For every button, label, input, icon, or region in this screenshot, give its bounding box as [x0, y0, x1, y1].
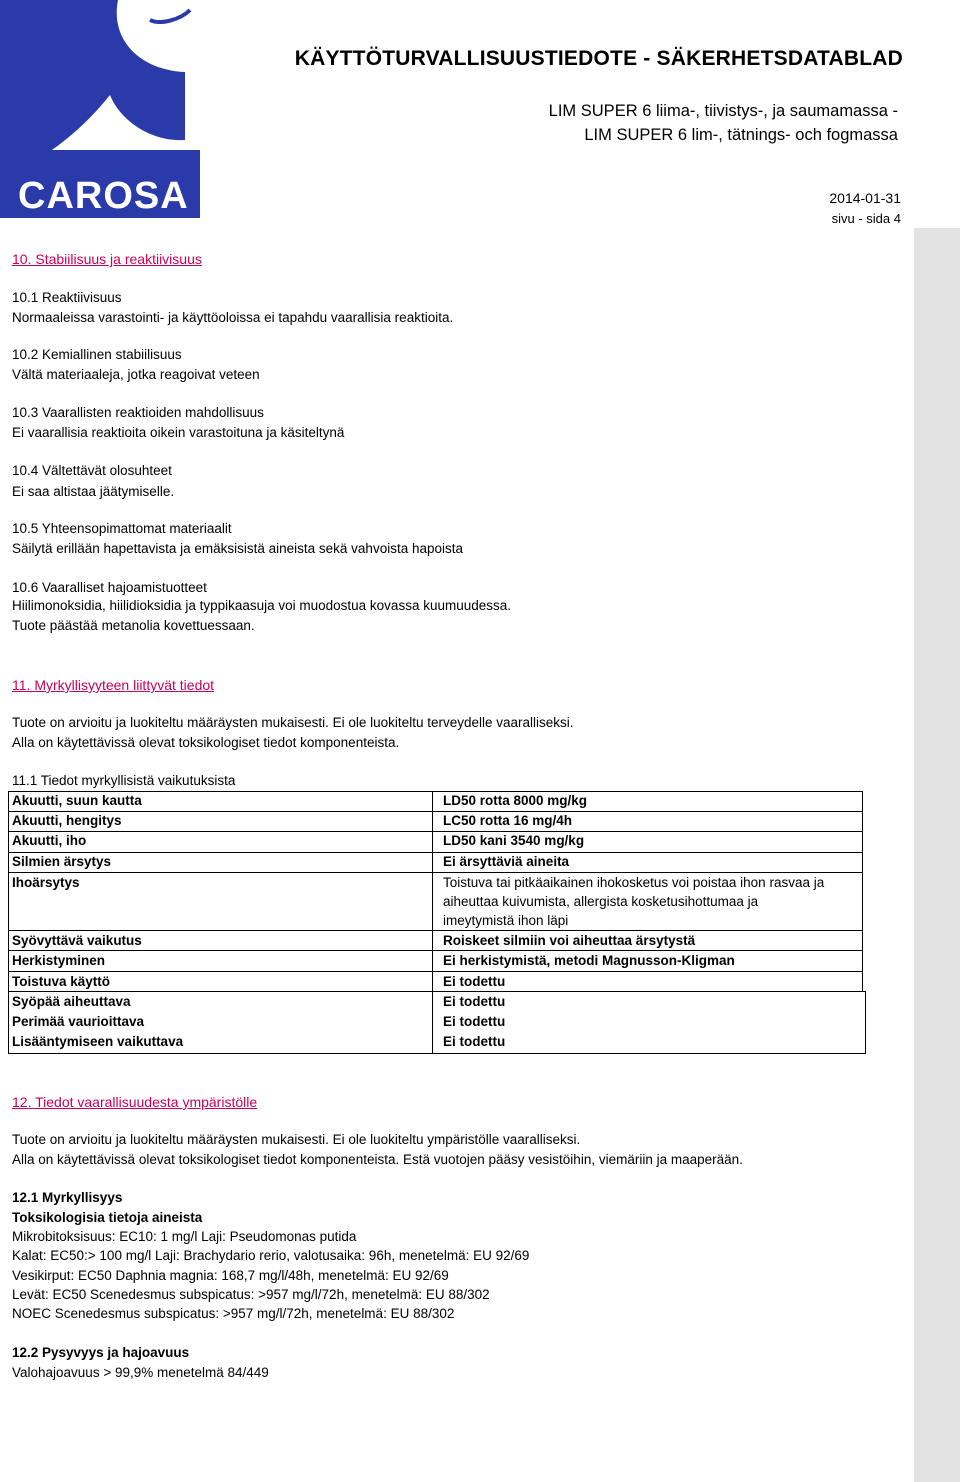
tox-value: imeytymistä ihon läpi — [443, 913, 569, 928]
page-margin-bar — [914, 228, 960, 1482]
section-12-2-title: 12.2 Pysyvyys ja hajoavuus — [12, 1345, 190, 1360]
tox-value: Ei todettu — [443, 974, 506, 989]
section-11-intro-2: Alla on käytettävissä olevat toksikologiset tiedot komponenteista. — [12, 735, 400, 750]
tox-value: Roiskeet silmiin voi aiheuttaa ärsytystä — [443, 933, 696, 948]
section-12-intro-2: Alla on käytettävissä olevat toksikologiset tiedot komponenteista. Estä vuotojen pääsy vesistöihin, viemäriin ja maaperään. — [12, 1152, 743, 1167]
eco-line: Vesikirput: EC50 Daphnia magnia: 168,7 mg/l/48h, menetelmä: EU 92/69 — [12, 1268, 449, 1283]
document-date: 2014-01-31 — [829, 190, 901, 206]
section-11-heading: 11. Myrkyllisyyteen liittyvät tiedot — [12, 677, 215, 693]
tox-value: Ei todettu — [443, 994, 506, 1009]
tox-label: Akuutti, suun kautta — [12, 793, 142, 808]
product-name-fi: LIM SUPER 6 liima-, tiivistys-, ja saumamassa - — [548, 102, 898, 120]
tox-value: Ei herkistymistä, metodi Magnusson-Kligman — [443, 953, 735, 968]
tox-label: Ihoärsytys — [12, 875, 80, 890]
tox-label: Silmien ärsytys — [12, 854, 112, 869]
section-10-4-title: 10.4 Vältettävät olosuhteet — [12, 463, 172, 478]
tox-label: Lisääntymiseen vaikuttava — [12, 1034, 184, 1049]
tox-value: aiheuttaa kuivumista, allergista kosketusihottumaa ja — [443, 894, 759, 909]
table-rule — [8, 791, 9, 1054]
page-number: sivu - sida 4 — [831, 211, 901, 226]
table-rule — [8, 831, 863, 832]
table-rule — [8, 1053, 866, 1054]
section-10-4-text: Ei saa altistaa jäätymiselle. — [12, 484, 175, 499]
section-10-2-text: Vältä materiaaleja, jotka reagoivat veteen — [12, 367, 260, 382]
table-rule — [8, 991, 866, 992]
tox-value: Ei todettu — [443, 1034, 506, 1049]
section-12-intro-1: Tuote on arvioitu ja luokiteltu määräysten mukaisesti. Ei ole luokiteltu ympäristölle vaaralliseksi. — [12, 1132, 581, 1147]
svg-text:CAROSA: CAROSA — [18, 175, 189, 217]
tox-label: Akuutti, iho — [12, 833, 87, 848]
tox-label: Herkistyminen — [12, 953, 106, 968]
tox-label: Akuutti, hengitys — [12, 813, 122, 828]
section-10-1-text: Normaaleissa varastointi- ja käyttöoloissa ei tapahdu vaarallisia reaktioita. — [12, 310, 454, 325]
table-rule — [8, 852, 863, 853]
section-10-5-title: 10.5 Yhteensopimattomat materiaalit — [12, 521, 232, 536]
tox-label: Syövyttävä vaikutus — [12, 933, 142, 948]
tox-value: Toistuva tai pitkäaikainen ihokosketus voi poistaa ihon rasvaa ja — [443, 875, 825, 890]
eco-line: Levät: EC50 Scenedesmus subspicatus: >957 mg/l/72h, menetelmä: EU 88/302 — [12, 1287, 490, 1302]
section-11-intro-1: Tuote on arvioitu ja luokiteltu määräysten mukaisesti. Ei ole luokiteltu terveydelle vaaralliseksi. — [12, 715, 574, 730]
table-rule — [8, 811, 863, 812]
section-10-3-text: Ei vaarallisia reaktioita oikein varastoituna ja käsiteltynä — [12, 425, 345, 440]
tox-value: LD50 rotta 8000 mg/kg — [443, 793, 588, 808]
eco-line: Mikrobitoksisuus: EC10: 1 mg/l Laji: Pseudomonas putida — [12, 1229, 357, 1244]
table-rule — [8, 791, 863, 792]
table-rule — [8, 930, 863, 931]
tox-label: Perimää vaurioittava — [12, 1014, 145, 1029]
eco-line: Kalat: EC50:> 100 mg/l Laji: Brachydario rerio, valotusaika: 96h, menetelmä: EU 92/69 — [12, 1248, 530, 1263]
eco-line: NOEC Scenedesmus subspicatus: >957 mg/l/72h, menetelmä: EU 88/302 — [12, 1306, 455, 1321]
section-10-5-text: Säilytä erillään hapettavista ja emäksisistä aineista sekä vahvoista hapoista — [12, 541, 463, 556]
tox-value: LC50 rotta 16 mg/4h — [443, 813, 573, 828]
table-rule — [865, 991, 866, 1054]
product-name-sv: LIM SUPER 6 lim-, tätnings- och fogmassa — [584, 126, 898, 144]
section-12-2-text: Valohajoavuus > 99,9% menetelmä 84/449 — [12, 1365, 269, 1380]
tox-value: Ei ärsyttäviä aineita — [443, 854, 570, 869]
section-10-3-title: 10.3 Vaarallisten reaktioiden mahdollisuus — [12, 405, 264, 420]
carosa-logo-graphic — [0, 0, 200, 218]
section-11-1-title: 11.1 Tiedot myrkyllisistä vaikutuksista — [12, 773, 236, 788]
table-rule — [432, 791, 433, 1054]
section-12-1-title: 12.1 Myrkyllisyys — [12, 1190, 123, 1205]
carosa-logo — [0, 0, 200, 218]
section-10-1-title: 10.1 Reaktiivisuus — [12, 290, 122, 305]
table-rule — [8, 971, 863, 972]
document-title: KÄYTTÖTURVALLISUUSTIEDOTE - SÄKERHETSDATABLAD — [294, 47, 903, 70]
section-10-2-title: 10.2 Kemiallinen stabiilisuus — [12, 347, 182, 362]
section-12-1-subtitle: Toksikologisia tietoja aineista — [12, 1210, 203, 1225]
tox-value: LD50 kani 3540 mg/kg — [443, 833, 585, 848]
table-rule — [8, 950, 863, 951]
section-12-heading: 12. Tiedot vaarallisuudesta ympäristölle — [12, 1094, 258, 1110]
section-10-6-text-2: Tuote päästää metanolia kovettuessaan. — [12, 618, 255, 633]
tox-label: Toistuva käyttö — [12, 974, 111, 989]
tox-label: Syöpää aiheuttava — [12, 994, 131, 1009]
table-rule — [8, 872, 863, 873]
section-10-6-title: 10.6 Vaaralliset hajoamistuotteet — [12, 580, 207, 595]
tox-value: Ei todettu — [443, 1014, 506, 1029]
section-10-6-text-1: Hiilimonoksidia, hiilidioksidia ja typpikaasuja voi muodostua kovassa kuumuudessa. — [12, 598, 512, 613]
section-10-heading: 10. Stabiilisuus ja reaktiivisuus — [12, 251, 202, 267]
table-rule — [862, 791, 863, 992]
